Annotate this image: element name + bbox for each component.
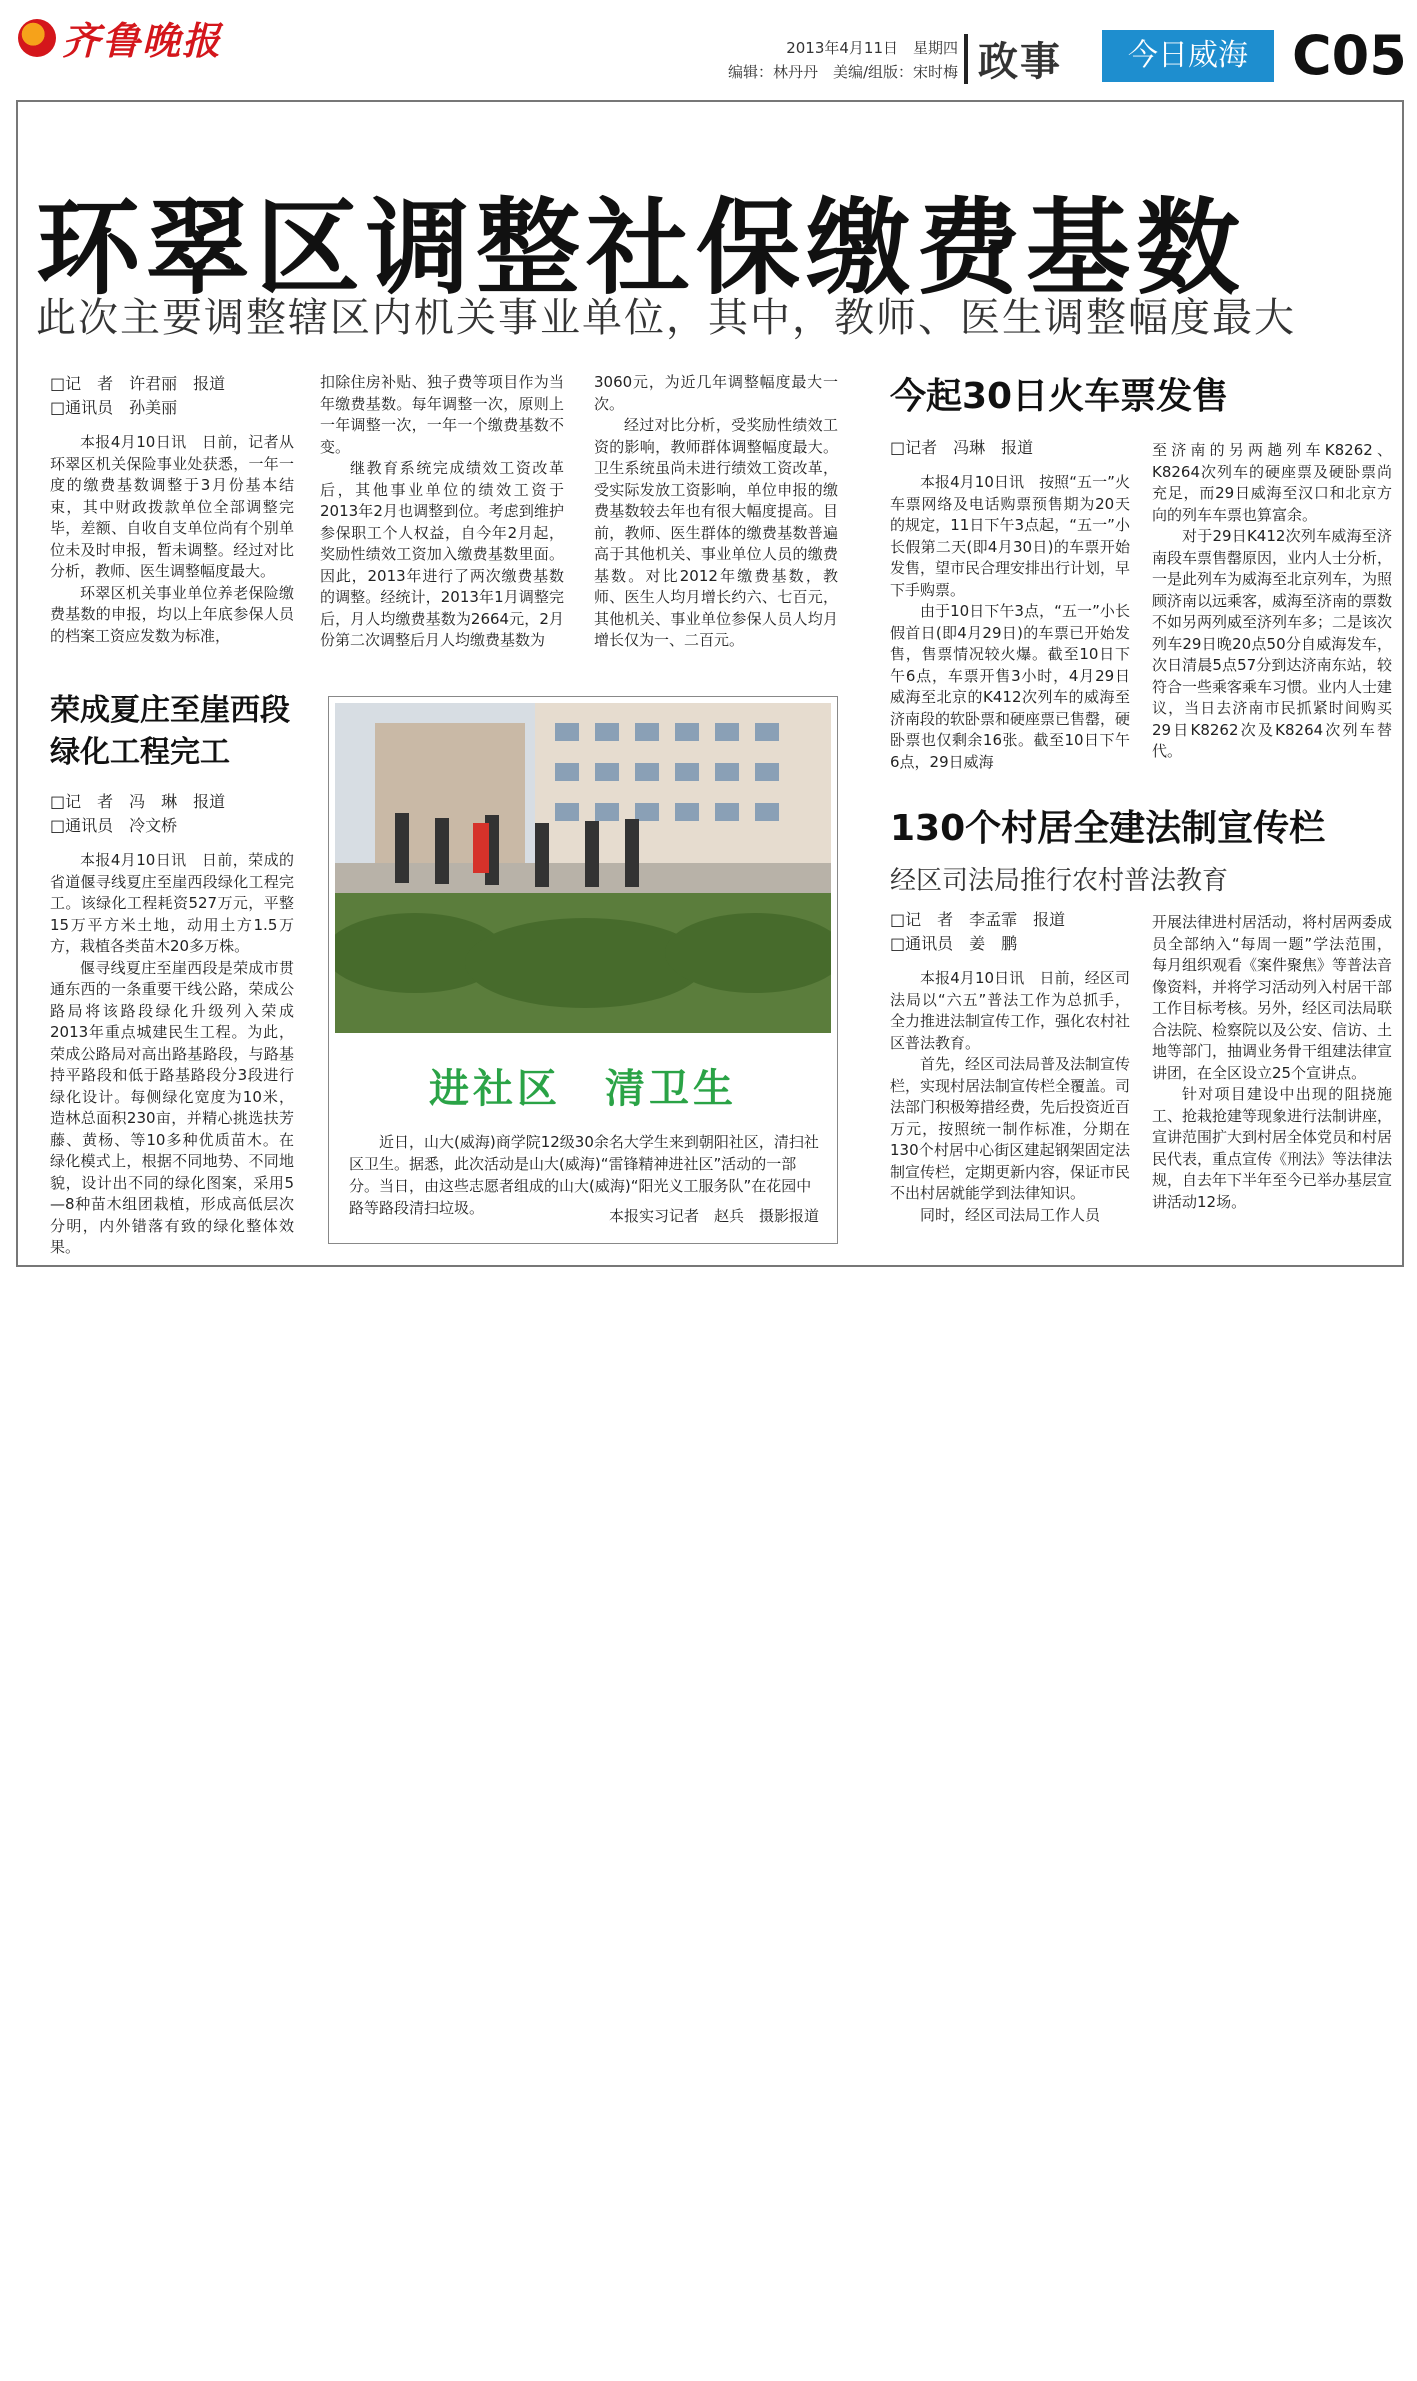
- photo-illustration: [335, 703, 831, 1033]
- byline-correspondent: □通讯员 孙美丽: [50, 398, 178, 417]
- paragraph: 环翠区机关事业单位养老保险缴费基数的申报，均以上年底参保人员的档案工资应发数为标准，: [50, 583, 294, 645]
- editor-line: 编辑：林丹丹 美编/组版：宋时梅: [727, 63, 958, 81]
- section-name: 政事: [978, 39, 1062, 85]
- green-headline: [50, 690, 290, 774]
- byline-correspondent: □通讯员 冷文桥: [50, 816, 178, 835]
- logo-emblem-icon: [18, 19, 56, 57]
- photo-caption-title: 进社区 清卫生: [429, 1066, 737, 1112]
- masthead: [0, 0, 1417, 100]
- byline-reporter: □记 者 许君丽 报道: [50, 374, 226, 393]
- law-column-1: [890, 908, 1130, 1226]
- photo-feature: [328, 696, 838, 1244]
- photo-credit: 本报实习记者 赵兵 摄影报道: [608, 1207, 819, 1225]
- byline-reporter: □记 者 冯 琳 报道: [50, 792, 226, 811]
- paragraph: 由于10日下午3点，“五一”小长假首日(即4月29日)的车票已开始发售，售票情况较火爆。截至10日下午6点，车票开售3小时，4月29日威海至北京的K412次列车的威海至济南段的软卧票和硬座票已售罄，硬卧票也仅剩余16张。截至10日下午6点，29日威海: [890, 602, 1131, 771]
- paragraph: 首先，经区司法局普及法制宣传栏，实现村居法制宣传栏全覆盖。司法部门积极筹措经费，先后投资近百万元，按照统一制作标准，分期在130个村居中心街区建起钢架固定法制宣传栏，定期更新内容，保证市民不出村居就能学到法律知识。: [890, 1055, 1131, 1202]
- divider: [964, 34, 968, 84]
- paragraph: 本报4月10日讯 按照“五一”火车票网络及电话购票预售期为20天的规定，11日下午3点起，“五一”小长假第二天(即4月30日)的车票开始发售，望市民合理安排出行计划，早下手购票。: [890, 473, 1131, 599]
- paragraph: 同时，经区司法局工作人员: [920, 1205, 1101, 1224]
- lead-column-1: [50, 372, 294, 647]
- train-byline: □记者 冯琳 报道: [890, 438, 1034, 457]
- edition-badge: 今日威海: [1102, 30, 1274, 82]
- paragraph: 经过对比分析，受奖励性绩效工资的影响，教师群体调整幅度最大。卫生系统虽尚未进行绩效工资改革，受实际发放工资影响，单位申报的缴费基数较去年也有很大幅度提高。目前，教师、医生群体的缴费基数普遍高于其他机关、事业单位人员的缴费基数。对比2012年缴费基数，教师、医生人均月增长约六、七百元，其他机关、事业单位参保人员人均月增长仅为一、二百元。: [594, 416, 838, 649]
- byline-correspondent: □通讯员 姜 鹏: [890, 934, 1018, 953]
- law-subhead: 经区司法局推行农村普法教育: [890, 866, 1229, 896]
- law-headline: 130个村居全建法制宣传栏: [890, 808, 1326, 849]
- lead-byline: [50, 372, 294, 420]
- lead-column-3: [594, 372, 838, 652]
- green-headline-line-1: 荣成夏庄至崖西段: [50, 693, 290, 728]
- train-column-1: [890, 436, 1130, 773]
- issue-meta: [718, 36, 958, 84]
- paragraph: 本报4月10日讯 日前，记者从环翠区机关保险事业处获悉，一年一度的缴费基数调整于3月份基本结束，其中财政拨款单位全部调整完毕，差额、自收自支单位尚有个别单位未及时申报，暂未调整。经过对比分析，教师、医生调整幅度最大。: [50, 433, 294, 580]
- paragraph: 本报4月10日讯 日前，经区司法局以“六五”普法工作为总抓手，全力推进法制宣传工作，强化农村社区普法教育。: [890, 969, 1131, 1052]
- community-cleanup-photo: [335, 703, 831, 1033]
- paragraph: 继教育系统完成绩效工资改革后，其他事业单位的绩效工资于2013年2月也调整到位。考虑到维护参保职工个人权益，自今年2月起，奖励性绩效工资加入缴费基数里面。因此，2013年进行了两次缴费基数的调整。经统计，2013年1月调整完后，月人均缴费基数为2664元，2月份第二次调整后月人均缴费基数为: [320, 459, 564, 649]
- paragraph: 扣除住房补贴、独子费等项目作为当年缴费基数。每年调整一次，原则上一年调整一次，一年一个缴费基数不变。: [320, 373, 564, 456]
- paragraph: 本报4月10日讯 日前，荣成的省道偃寻线夏庄至崖西段绿化工程完工。该绿化工程耗资527万元，平整15万平方米土地，动用土方1.5万方，栽植各类苗木20多万株。: [50, 851, 294, 955]
- train-headline: 今起30日火车票发售: [890, 376, 1229, 417]
- paragraph: 针对项目建设中出现的阻挠施工、抢栽抢建等现象进行法制讲座，宣讲范围扩大到村居全体党员和村居民代表，重点宣传《刑法》等法律法规，自去年下半年至今已举办基层宣讲活动12场。: [1152, 1085, 1393, 1211]
- page-number: C05: [1292, 24, 1407, 87]
- lead-column-2: [320, 372, 564, 652]
- logo-text: 齐鲁晚报: [62, 18, 223, 63]
- law-byline: [890, 908, 1130, 956]
- paragraph: 至济南的另两趟列车K8262、K8264次列车的硬座票及硬卧票尚充足，而29日威海至汉口和北京方向的列车车票也算富余。: [1152, 441, 1392, 524]
- lead-subhead: 此次主要调整辖区内机关事业单位，其中，教师、医生调整幅度最大: [36, 295, 1296, 341]
- green-column: [50, 790, 294, 1259]
- paragraph: 对于29日K412次列车威海至济南段车票售罄原因，业内人士分析，一是此列车为威海至北京列车，为照顾济南以远乘客，威海至济南的票数不如另两列威至济列车多；二是该次列车29日晚20点50分自威海发车，次日清晨5点57分到达济南东站，较符合一些乘客乘车习惯。业内人士建议，当日去济南市民抓紧时间购买29日K8262次及K8264次列车替代。: [1152, 527, 1393, 760]
- law-column-2: [1152, 912, 1392, 1213]
- paragraph: 偃寻线夏庄至崖西段是荣成市贯通东西的一条重要干线公路，荣成公路局将该路段绿化升级列入荣成2013年重点城建民生工程。为此，荣成公路局对高出路基路段，与路基持平路段和低于路基路段分3段进行绿化设计。每侧绿化宽度为10米，造林总面积230亩，并精心挑选扶芳藤、黄杨、等10多种优质苗木。在绿化模式上，根据不同地势、不同地貌，设计出不同的绿化图案，采用5—8种苗木组团栽植，形成高低层次分明，内外错落有致的绿化整体效果。: [50, 958, 294, 1256]
- photo-caption-text: 近日，山大(威海)商学院12级30余名大学生来到朝阳社区，清扫社区卫生。据悉，此次活动是山大(威海)“雷锋精神进社区”活动的一部分。当日，由这些志愿者组成的山大(威海)“阳光义工服务队”在花园中路等路段清扫垃圾。: [349, 1133, 819, 1217]
- paragraph: 开展法律进村居活动，将村居两委成员全部纳入“每周一题”学法范围，每月组织观看《案件聚焦》等普法音像资料，并将学习活动列入村居干部工作目标考核。另外，经区司法局联合法院、检察院以及公安、信访、土地等部门，抽调业务骨干组建法律宣讲团，在全区设立25个宣讲点。: [1152, 913, 1393, 1082]
- byline-reporter: □记 者 李孟霏 报道: [890, 910, 1066, 929]
- lead-headline: 环翠区调整社保缴费基数: [36, 187, 1247, 309]
- green-headline-line-2: 绿化工程完工: [50, 735, 230, 770]
- date-line: 2013年4月11日 星期四: [786, 39, 958, 57]
- newspaper-logo: [18, 10, 222, 65]
- paragraph: 3060元，为近几年调整幅度最大一次。: [594, 373, 838, 413]
- train-column-2: [1152, 440, 1392, 763]
- green-byline: [50, 790, 294, 838]
